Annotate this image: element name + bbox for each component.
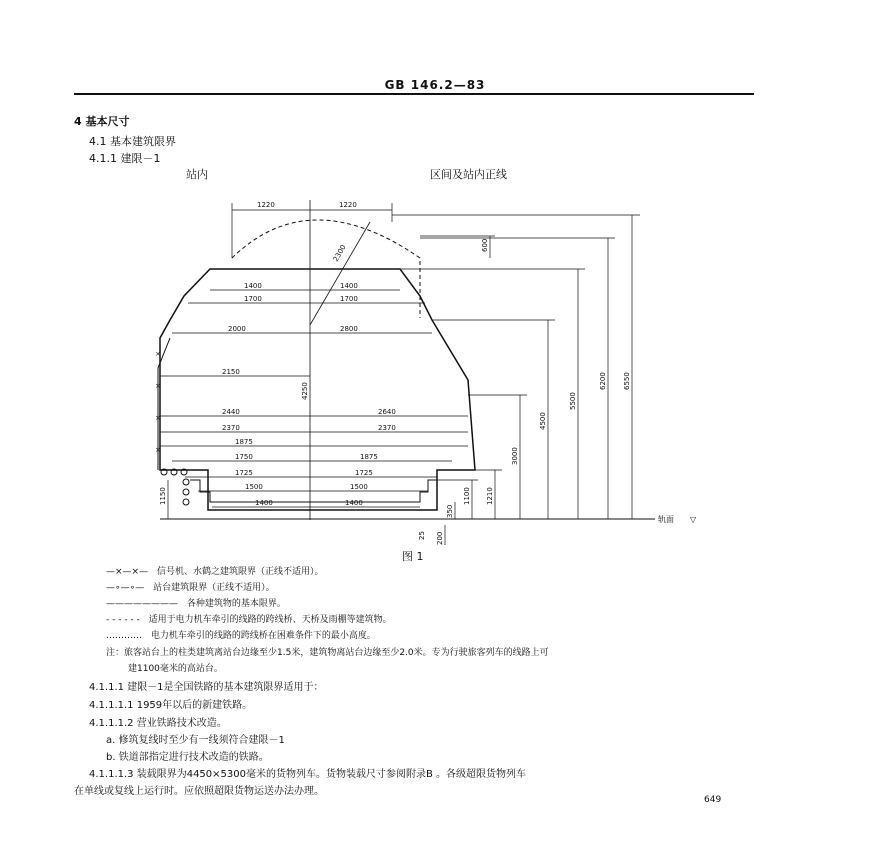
legend-platform bbox=[106, 580, 275, 593]
legend-symbol: - - - - - - bbox=[106, 615, 140, 625]
dim-1875-left: 1875 bbox=[235, 438, 253, 446]
legend-text: 电力机车牵引的线路的跨线桥在困难条件下的最小高度。 bbox=[150, 631, 376, 641]
section-4-1-1-heading: 4.1.1 建限－1 bbox=[89, 152, 161, 165]
dim-1500-left: 1500 bbox=[245, 483, 263, 491]
clause-b: b. 铁道部指定进行技术改造的铁路。 bbox=[106, 752, 269, 763]
dim-2640: 2640 bbox=[378, 408, 396, 416]
dim-1400-lower-right: 1400 bbox=[345, 499, 363, 507]
legend-symbol: —∘—∘— bbox=[106, 583, 145, 593]
dim-1725-right: 1725 bbox=[355, 469, 373, 477]
rail-surface-label: 轨面 bbox=[658, 515, 674, 524]
dim-1750: 1750 bbox=[235, 453, 253, 461]
clause-4-1-1-1: 4.1.1.1 建限－1是全国铁路的基本建筑限界适用于： bbox=[89, 682, 324, 693]
section-4-heading: 4 基本尺寸 bbox=[74, 115, 130, 128]
dim-1500-right: 1500 bbox=[350, 483, 368, 491]
radius-line bbox=[310, 222, 370, 325]
dim-1400-left: 1400 bbox=[244, 282, 262, 290]
legend-text: 适用于电力机车牵引的线路的跨线桥、天桥及雨棚等建筑物。 bbox=[148, 615, 392, 625]
legend-min-height bbox=[106, 628, 376, 641]
dim-4250: 4250 bbox=[301, 382, 309, 400]
dim-600: 600 bbox=[481, 238, 489, 252]
dim-2370-left: 2370 bbox=[222, 424, 240, 432]
signal-mark: × bbox=[155, 350, 161, 358]
dim-1100: 1100 bbox=[463, 487, 471, 505]
dim-5500: 5500 bbox=[569, 392, 577, 410]
dim-1150: 1150 bbox=[159, 487, 167, 505]
legend-symbol: ………… bbox=[106, 631, 142, 641]
dim-1725-left: 1725 bbox=[235, 469, 253, 477]
dim-2370-right: 2370 bbox=[378, 424, 396, 432]
clause-4-1-1-1-1: 4.1.1.1.1 1959年以后的新建铁路。 bbox=[89, 700, 253, 711]
clause-4-1-1-1-2: 4.1.1.1.2 营业铁路技术改造。 bbox=[89, 718, 227, 729]
clause-4-1-1-1-3-cont: 在单线或复线上运行时。应依照超限货物运送办法办理。 bbox=[74, 786, 324, 797]
dim-2150: 2150 bbox=[222, 368, 240, 376]
dim-1700-left: 1700 bbox=[244, 295, 262, 303]
rail-surface-symbol: ▽ bbox=[690, 515, 697, 524]
signal-mark: × bbox=[155, 414, 161, 422]
clause-4-1-1-1-3: 4.1.1.1.3 装载限界为4450×5300毫米的货物列车。货物装载尺寸参阅附录B 。各级超限货物列车 bbox=[89, 769, 527, 780]
legend-text: 站台建筑限界（正线不适用）。 bbox=[153, 583, 275, 593]
legend-symbol: ———————— bbox=[106, 599, 178, 609]
dim-350: 350 bbox=[446, 504, 454, 518]
dim-2800: 2800 bbox=[340, 325, 358, 333]
legend-text: 信号机、水鹤之建筑限界（正线不适用）。 bbox=[156, 567, 324, 577]
dim-1220-right: 1220 bbox=[339, 201, 357, 209]
dim-6200: 6200 bbox=[599, 372, 607, 390]
legend-symbol: —×—×— bbox=[106, 567, 149, 577]
dim-1875-right: 1875 bbox=[360, 453, 378, 461]
label-section-mainline: 区间及站内正线 bbox=[430, 168, 507, 181]
note-line-2: 建1100毫米的高站台。 bbox=[128, 664, 223, 674]
dim-3000: 3000 bbox=[511, 447, 519, 465]
dim-6550: 6550 bbox=[623, 372, 631, 390]
dim-1400-right: 1400 bbox=[340, 282, 358, 290]
signal-mark: × bbox=[155, 446, 161, 454]
figure-caption: 图 1 bbox=[402, 550, 424, 563]
legend-signal bbox=[106, 564, 323, 577]
clause-a: a. 修筑复线时至少有一线须符合建限－1 bbox=[106, 735, 285, 746]
legend-electric-bridge bbox=[106, 612, 392, 625]
dim-2440: 2440 bbox=[222, 408, 240, 416]
legend-text: 各种建筑物的基本限界。 bbox=[186, 599, 286, 609]
dim-1700-right: 1700 bbox=[340, 295, 358, 303]
dim-2300: 2300 bbox=[331, 243, 348, 263]
dim-25: 25 bbox=[418, 531, 426, 540]
dim-4500: 4500 bbox=[539, 412, 547, 430]
page-number: 649 bbox=[704, 795, 722, 805]
dim-1210: 1210 bbox=[486, 487, 494, 505]
signal-mark: × bbox=[155, 382, 161, 390]
dim-2000: 2000 bbox=[228, 325, 246, 333]
section-4-1-heading: 4.1 基本建筑限界 bbox=[89, 135, 176, 148]
document-code: GB 146.2—83 bbox=[384, 78, 486, 92]
note-line-1: 注：旅客站台上的柱类建筑离站台边缘至少1.5米，建筑物离站台边缘至少2.0米。专为行驶旅客列车的线路上可 bbox=[106, 648, 549, 658]
label-station: 站内 bbox=[186, 168, 208, 181]
dim-1400-lower-left: 1400 bbox=[255, 499, 273, 507]
dim-200: 200 bbox=[436, 531, 444, 545]
basic-clearance-outline bbox=[160, 269, 475, 510]
dim-1220-left: 1220 bbox=[257, 201, 275, 209]
legend-basic bbox=[106, 596, 286, 609]
